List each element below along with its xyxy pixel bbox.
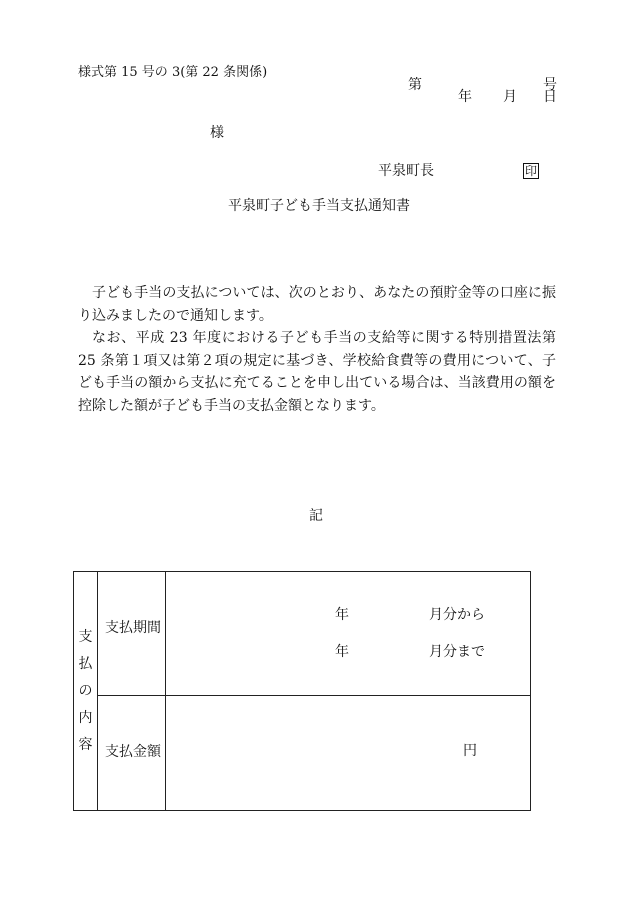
side-label-char: 払 bbox=[78, 655, 93, 672]
amount-unit: 円 bbox=[463, 743, 477, 759]
notice-body bbox=[78, 282, 556, 417]
payment-details-table bbox=[73, 571, 531, 811]
notice-paragraph: 子ども手当の支払については、次のとおり、あなたの預貯金等の口座に振り込みましたので通知します。 bbox=[78, 285, 556, 324]
side-label-char: 支 bbox=[78, 628, 93, 645]
payment-amount-label: 支払金額 bbox=[105, 744, 161, 760]
ki-heading: 記 bbox=[309, 508, 323, 524]
table-divider bbox=[97, 695, 530, 696]
document-number-suffix: 号 bbox=[543, 77, 557, 93]
table-divider bbox=[165, 572, 166, 810]
date-year-label: 年 bbox=[458, 89, 472, 105]
period-to-year: 年 bbox=[335, 644, 349, 660]
period-to-month: 月分まで bbox=[429, 644, 485, 660]
addressee-suffix: 様 bbox=[210, 125, 224, 141]
date-month-label: 月 bbox=[503, 89, 517, 105]
seal-mark: 印 bbox=[525, 164, 538, 178]
notice-paragraph: なお、平成 23 年度における子ども手当の支給等に関する特別措置法第 25 条第１項又は第２項の規定に基づき、学校給食費等の費用について、子ども手当の額から支払に充てることを申し出ている場合は、当該費用の額を控除した額が子ども手当の支払金額となります。 bbox=[78, 330, 556, 414]
document-title: 平泉町子ども手当支払通知書 bbox=[228, 198, 410, 214]
side-label-char: 容 bbox=[78, 736, 93, 753]
table-divider bbox=[97, 572, 98, 810]
side-label-char: の bbox=[78, 682, 93, 699]
side-label-char: 内 bbox=[78, 709, 93, 726]
payment-period-label: 支払期間 bbox=[105, 620, 161, 636]
period-from-month: 月分から bbox=[429, 607, 485, 623]
issuer-name: 平泉町長 bbox=[378, 163, 434, 179]
period-from-year: 年 bbox=[335, 607, 349, 623]
date-day-label: 日 bbox=[543, 89, 557, 105]
document-number-prefix: 第 bbox=[408, 77, 422, 93]
payment-contents-side-label bbox=[74, 572, 97, 810]
form-number: 様式第 15 号の 3(第 22 条関係) bbox=[78, 65, 268, 80]
